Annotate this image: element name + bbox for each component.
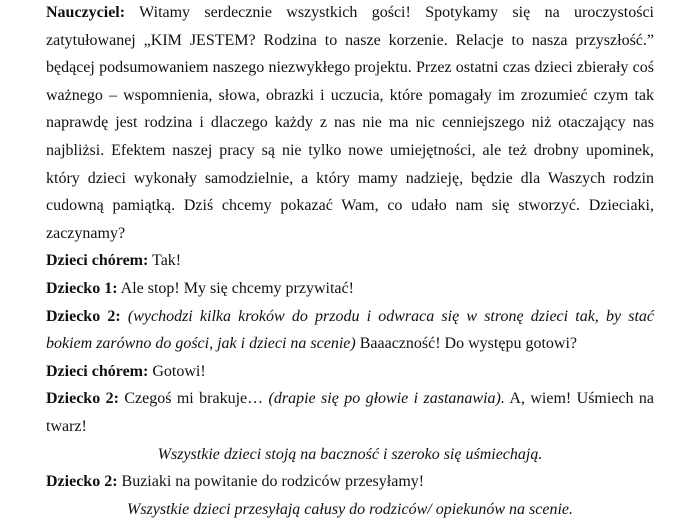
speaker-label: Nauczyciel: xyxy=(46,4,126,21)
dialogue-text: Baaaczność! Do występu gotowi? xyxy=(359,335,577,353)
speaker-label: Dzieci chórem: xyxy=(46,362,149,380)
dialogue-text: Buziaki na powitanie do rodziców przesyłamy! xyxy=(121,473,425,491)
document-page xyxy=(46,0,654,523)
dialogue-text-after: A, wiem! Uśmiech na twarz! xyxy=(46,390,655,435)
speaker-label: Dziecko 2: xyxy=(46,473,118,491)
dialogue-text: Ale stop! My się chcemy przywitać! xyxy=(120,279,354,297)
dialogue-child-2 xyxy=(46,385,654,440)
stage-direction-line: Wszystkie dzieci stoją na baczność i szeroko się uśmiechają. xyxy=(157,445,543,463)
dialogue-teacher xyxy=(46,0,654,247)
dialogue-children-chorus xyxy=(46,358,654,386)
dialogue-children-chorus xyxy=(46,247,654,275)
speaker-label: Dziecko 2: xyxy=(46,307,121,325)
dialogue-text: Tak! xyxy=(152,252,182,270)
dialogue-text: Gotowi! xyxy=(152,362,206,380)
stage-direction: (wychodzi kilka kroków do przodu i odwraca się w stronę dzieci tak, by stać bokiem zarówno do gości, jak i dzieci na scenie) xyxy=(46,307,655,353)
speaker-label: Dziecko 1: xyxy=(46,279,118,297)
stage-direction: (drapie się po głowie i zastanawia). xyxy=(268,390,505,408)
speaker-label: Dziecko 2: xyxy=(46,390,119,408)
dialogue-child-2 xyxy=(46,303,654,358)
dialogue-child-2 xyxy=(46,468,654,496)
dialogue-child-1 xyxy=(46,275,654,303)
stage-direction-line: Wszystkie dzieci przesyłają całusy do rodziców/ opiekunów na scenie. xyxy=(127,500,573,518)
dialogue-text: Witamy serdecznie wszystkich gości! Spotykamy się na uroczystości zatytułowanej „KIM JESTEM? Rodzina to nasze korzenie. Relacje to nasza przyszłość.” będącej podsumowaniem naszego niezwykłego projektu. Przez ostatni czas dzieci zbierały coś ważnego – wspomnienia, słowa, obrazki i uczucia, które pomagały im zrozumieć czym tak naprawdę jest rodzina i dlaczego każdy z nas nie ma nic cenniejszego niż otaczający nas najbliżsi. Efektem naszej pracy są nie tylko nowe umiejętności, ale też drobny upominek, który dzieci wykonały samodzielnie, a który mamy nadzieję, będzie dla Waszych rodzin cudowną pamiątką. Dziś chcemy pokazać Wam, co udało nam się stworzyć. Dzieciaki, zaczynamy? xyxy=(46,4,654,242)
dialogue-text: Czegoś mi brakuje… xyxy=(124,390,264,408)
speaker-label: Dzieci chórem: xyxy=(46,252,149,270)
